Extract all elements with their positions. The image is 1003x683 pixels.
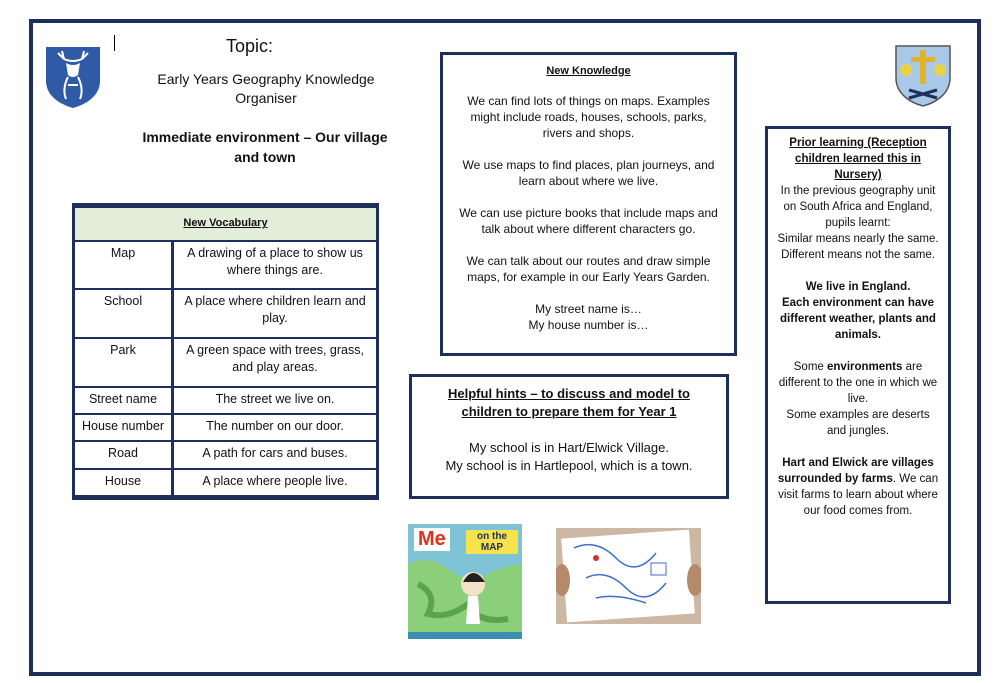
- table-row: [75, 470, 376, 495]
- vocab-definition: The number on our door.: [174, 415, 376, 440]
- vocab-term: Map: [75, 242, 174, 289]
- book-cover-image: [408, 524, 522, 639]
- knowledge-paragraph: We can find lots of things on maps. Examples might include roads, houses, schools, parks, rivers and shops.: [467, 94, 710, 140]
- new-knowledge-box: [440, 52, 737, 356]
- knowledge-heading: New Knowledge: [546, 65, 631, 77]
- book-title-me: Me: [414, 528, 450, 551]
- house-number-prompt: My house number is…: [528, 318, 649, 332]
- prior-similar: Similar means nearly the same.: [777, 233, 939, 245]
- table-row: [75, 339, 376, 386]
- vocab-definition: A green space with trees, grass, and play areas.: [174, 339, 376, 386]
- vocab-term: House: [75, 470, 174, 495]
- street-name-prompt: My street name is…: [535, 302, 642, 316]
- vocab-term: House number: [75, 415, 174, 440]
- page-subtitle: Early Years Geography Knowledge Organiser: [157, 71, 375, 106]
- church-cross-crest-icon: [893, 42, 953, 108]
- table-row: [75, 388, 376, 413]
- prior-learning-box: [765, 126, 951, 604]
- prior-examples: Some examples are deserts and jungles.: [786, 409, 930, 437]
- prior-environments-text: Some environments are different to the one in which we live.: [778, 361, 938, 405]
- prior-different: Different means not the same.: [781, 249, 935, 261]
- book-title-rest: on the MAP: [466, 530, 518, 554]
- vocab-term: Park: [75, 339, 174, 386]
- vocab-definition: A place where people live.: [174, 470, 376, 495]
- knowledge-paragraph: We can talk about our routes and draw simple maps, for example in our Early Years Garden.: [466, 254, 711, 284]
- vocabulary-heading: New Vocabulary: [75, 208, 376, 240]
- hints-line: My school is in Hart/Elwick Village.: [469, 440, 669, 455]
- knowledge-paragraph: We use maps to find places, plan journeys, and learn about where we live.: [462, 158, 715, 188]
- topic-heading: Immediate environment – Our village and town: [142, 129, 388, 165]
- child-map-drawing-photo: [556, 528, 701, 624]
- table-row: [75, 415, 376, 440]
- vocab-definition: The street we live on.: [174, 388, 376, 413]
- vocab-definition: A place where children learn and play.: [174, 290, 376, 337]
- hints-heading: Helpful hints – to discuss and model to children to prepare them for Year 1: [448, 386, 690, 419]
- vocab-definition: A drawing of a place to show us where things are.: [174, 242, 376, 289]
- prior-farms-text: Hart and Elwick are villages surrounded by farms. We can visit farms to learn about where our food comes from.: [777, 457, 939, 517]
- helpful-hints-box: [409, 374, 729, 499]
- vocab-term: School: [75, 290, 174, 337]
- prior-england: We live in England.: [805, 281, 911, 293]
- knowledge-paragraph: We can use picture books that include maps and talk about where different characters go.: [459, 206, 718, 236]
- vocabulary-table: [72, 203, 379, 500]
- table-row: [75, 442, 376, 467]
- hints-line: My school is in Hartlepool, which is a town.: [445, 458, 693, 473]
- stag-crest-icon: [44, 45, 102, 109]
- vocab-definition: A path for cars and buses.: [174, 442, 376, 467]
- prior-intro: In the previous geography unit on South Africa and England, pupils learnt:: [780, 185, 936, 229]
- table-row: [75, 242, 376, 289]
- text-cursor: [114, 35, 115, 51]
- prior-heading: Prior learning (Reception children learned this in Nursery): [789, 137, 927, 181]
- vocab-term: Road: [75, 442, 174, 467]
- vocab-term: Street name: [75, 388, 174, 413]
- table-row: [75, 290, 376, 337]
- page-title: Topic:: [226, 36, 274, 56]
- prior-environment: Each environment can have different weather, plants and animals.: [780, 297, 936, 341]
